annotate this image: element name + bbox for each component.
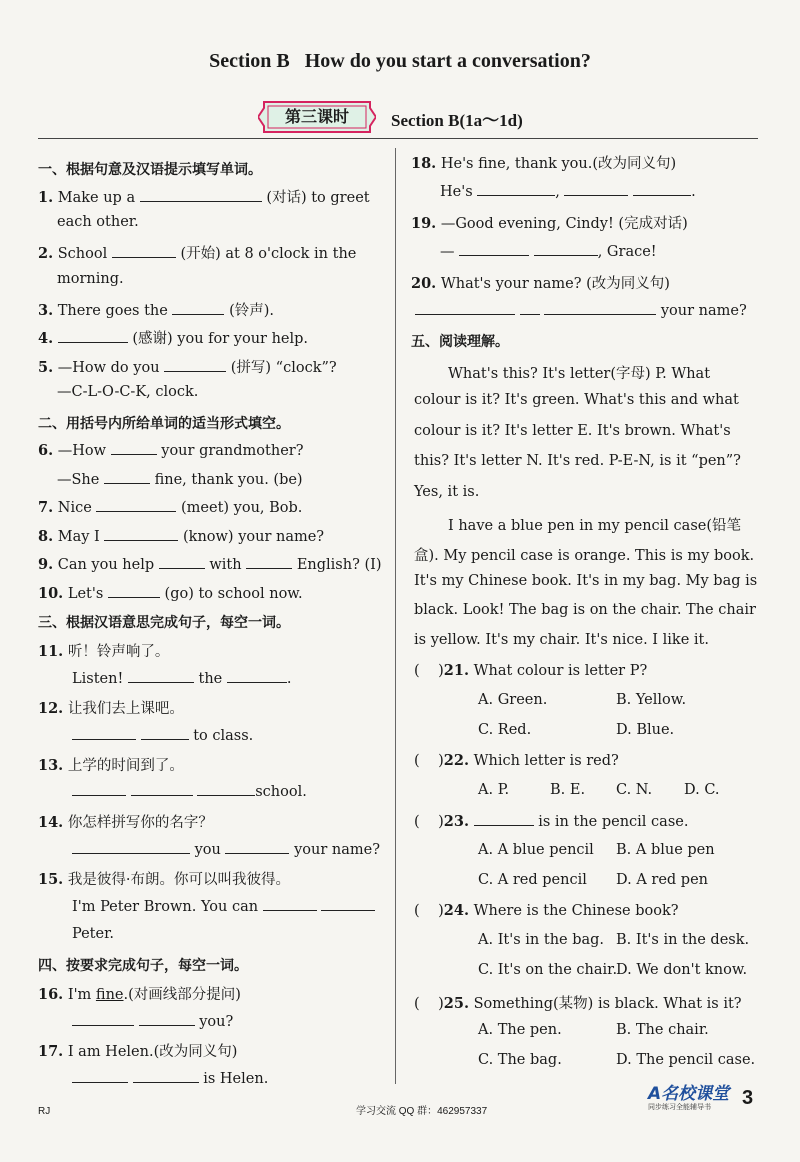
q-text: to class. [193,728,254,744]
answer-blank[interactable] [459,242,529,256]
q-number: 2. [38,245,54,262]
question-16-cont [72,1012,233,1030]
option-a[interactable]: A. P. [478,782,510,798]
question-1 [38,186,370,207]
q-text: (meet) you, Bob. [181,500,303,516]
q-text: —She [57,472,100,488]
question-21 [414,662,647,679]
q-text: you? [199,1014,234,1030]
q-text: 我是彼得·布朗。你可以叫我彼得。 [67,872,290,888]
question-17 [38,1040,237,1061]
passage-line: colour is it? It's letter E. It's brown. What's [414,423,731,439]
answer-blank[interactable] [534,242,598,256]
header-rule [38,138,758,139]
answer-blank[interactable] [131,782,193,796]
option-c[interactable]: C. It's on the chair. [478,962,618,978]
q-text: with [209,557,242,573]
answer-blank[interactable] [139,1012,195,1026]
option-d[interactable]: D. The pencil case. [616,1052,756,1068]
question-22 [414,752,619,769]
question-13-cont [72,782,307,800]
q-number: 21. [443,662,469,679]
question-7 [38,498,302,516]
part2-heading: 二、用括号内所给单词的适当形式填空。 [38,416,290,432]
q-number: 11. [38,643,64,660]
option-a[interactable]: A. The pen. [478,1022,562,1038]
option-b[interactable]: B. The chair. [616,1022,709,1038]
q-text: , Grace! [597,244,657,260]
q-text: (know) your name? [183,529,325,545]
q-number: 23. [443,813,469,830]
q-text: There goes the [57,303,168,319]
q-text: (铃声). [229,303,275,319]
q-text: 你怎样拼写你的名字？ [67,815,213,831]
q-text: — [440,244,455,260]
question-12-cont [72,726,253,744]
q-text: Which letter is red? [473,753,619,769]
question-11 [38,640,169,661]
option-b[interactable]: B. E. [550,782,586,798]
q-text: , [555,184,560,200]
option-c[interactable]: C. N. [616,782,653,798]
answer-blank[interactable] [72,840,190,854]
option-a[interactable]: A. It's in the bag. [478,932,605,948]
option-a[interactable]: A. Green. [478,692,548,708]
q-number: 3. [38,302,54,319]
q-number: 15. [38,871,64,888]
passage-line: is yellow. It's my chair. It's nice. I like it. [414,632,709,648]
edition-mark: RJ [38,1106,51,1117]
q-text: What colour is letter P? [473,663,648,679]
q-number: 20. [411,275,437,292]
passage-line: colour is it? It's green. What's this and what [414,392,739,408]
q-number: 22. [443,752,469,769]
answer-blank[interactable] [227,669,287,683]
q-text: (开始) at 8 o'clock in the [180,246,357,262]
passage-line: black. Look! The bag is on the chair. The chair [414,602,756,618]
question-14-cont [72,840,380,858]
q-text: your name? [294,842,380,858]
section-title: Section B How do you start a conversation? [209,50,591,72]
answer-bracket[interactable]: ( ) [414,903,444,919]
answer-blank[interactable] [133,1069,199,1083]
q-text: (拼写) “clock”? [230,360,337,376]
passage-line: Yes, it is. [414,484,480,500]
q-text: .(对画线部分提问) [123,987,241,1003]
question-14 [38,811,213,832]
lesson-badge [258,100,376,134]
q-text: (对话) to greet [266,190,370,206]
question-10 [38,584,303,602]
q-text: Listen! [72,671,124,687]
question-2-cont: morning. [57,271,124,287]
answer-blank[interactable] [108,584,160,598]
question-6-cont [57,470,303,488]
part5-heading: 五、阅读理解。 [411,334,509,350]
q-text: your name? [660,303,747,319]
answer-blank[interactable] [263,897,317,911]
question-19-cont [440,242,657,260]
answer-blank[interactable] [111,441,157,455]
section-subtitle: Section B(1a～1d) [391,111,523,130]
option-d[interactable]: D. C. [684,782,720,798]
question-16 [38,983,241,1004]
question-18-cont: He's , . [440,184,696,200]
q-text: is Helen. [203,1071,269,1087]
answer-blank[interactable] [633,182,691,196]
q-number: 5. [38,359,54,376]
question-25 [414,992,742,1013]
answer-blank[interactable] [474,812,534,826]
q-text: 听！铃声响了。 [67,644,170,660]
question-2 [38,242,356,263]
answer-blank[interactable] [72,726,136,740]
answer-blank[interactable] [172,301,224,315]
q-text: 让我们去上课吧。 [67,701,184,717]
answer-blank[interactable] [564,182,628,196]
part1-heading: 一、根据句意及汉语提示填写单词。 [38,162,262,178]
part4-heading: 四、按要求完成句子，每空一词。 [38,958,248,974]
q-text: I am Helen.(改为同义句) [67,1044,238,1060]
question-11-cont: Listen! the . [72,671,292,687]
question-5 [38,356,337,377]
q-text: is in the pencil case. [538,814,689,830]
q-text: Something(某物) is black. What is it? [473,996,742,1012]
passage-line: 盒). My pencil case is orange. This is my book. [414,548,755,564]
answer-blank[interactable] [140,188,262,202]
q-text: —How [57,443,107,459]
q-number: 25. [443,995,469,1012]
q-text: (感谢) you for your help. [132,331,309,347]
q-number: 14. [38,814,64,831]
option-c[interactable]: C. Red. [478,722,532,738]
q-text: your grandmother? [161,443,304,459]
answer-blank[interactable] [128,669,194,683]
q-number: 1. [38,189,54,206]
answer-blank[interactable] [112,244,176,258]
q-text: —Good evening, Cindy! (完成对话) [440,216,688,232]
column-divider [395,148,396,1084]
question-15-cont2: Peter. [72,926,115,942]
q-text: fine, thank you. (be) [154,472,303,488]
answer-blank[interactable] [225,840,289,854]
answer-blank[interactable] [72,1012,134,1026]
answer-blank[interactable] [159,555,205,569]
answer-blank[interactable] [72,782,126,796]
q-text: He's [440,184,473,200]
q-number: 24. [443,902,469,919]
underlined-word: fine [95,987,124,1003]
answer-bracket[interactable]: ( ) [414,814,444,830]
question-1-cont: each other. [57,214,139,230]
part3-heading: 三、根据汉语意思完成句子，每空一词。 [38,615,290,631]
answer-blank[interactable] [477,182,555,196]
question-13 [38,754,184,775]
answer-blank[interactable] [104,527,178,541]
q-number: 12. [38,700,64,717]
option-b[interactable]: B. Yellow. [616,692,687,708]
question-15-cont [72,897,375,915]
q-text: Let's [67,586,104,602]
q-text: He's fine, thank you.(改为同义句) [440,156,677,172]
q-text: school. [255,784,307,800]
q-number: 19. [411,215,437,232]
answer-blank[interactable] [104,470,150,484]
page-number: 3 [742,1087,754,1109]
q-text: the [198,671,223,687]
answer-blank[interactable] [321,897,375,911]
question-20-cont [415,301,747,319]
q-text: Nice [57,500,92,516]
question-3 [38,299,274,320]
q-number: 13. [38,757,64,774]
answer-blank[interactable] [58,329,128,343]
answer-blank[interactable] [72,1069,128,1083]
option-b[interactable]: B. A blue pen [616,842,715,858]
q-text: —How do you [57,360,160,376]
qq-group-note: 学习交流 QQ 群：462957337 [356,1106,488,1117]
publisher-logo [648,1085,729,1112]
q-number: 7. [38,499,54,516]
answer-blank[interactable] [520,301,540,315]
question-23 [414,812,688,830]
answer-blank[interactable] [96,498,176,512]
question-12 [38,697,184,718]
answer-bracket[interactable]: ( ) [414,996,444,1012]
q-text: English? (I) [296,557,382,573]
logo-text: A名校课堂 [648,1084,730,1104]
answer-blank[interactable] [164,358,226,372]
option-c[interactable]: C. The bag. [478,1052,562,1068]
option-b[interactable]: B. It's in the desk. [616,932,750,948]
q-text: What's your name? (改为同义句) [440,276,670,292]
question-15 [38,868,290,889]
q-text: I'm Peter Brown. You can [72,899,259,915]
q-number: 6. [38,442,54,459]
passage-line: this? It's letter N. It's red. P-E-N, is it “pen”? [414,453,741,469]
question-8 [38,527,324,545]
badge-label: 第三课时 [284,107,349,126]
passage-line: It's my Chinese book. It's in my bag. My bag is [414,573,758,589]
passage-line: I have a blue pen in my pencil case(铅笔 [448,518,742,534]
option-d[interactable]: D. Blue. [616,722,675,738]
passage-line: What's this? It's letter(字母) P. What [448,366,711,382]
q-number: 18. [411,155,437,172]
q-text: Make up a [57,190,136,206]
question-18 [411,152,676,173]
q-number: 17. [38,1043,64,1060]
question-19 [411,212,688,233]
option-c[interactable]: C. A red pencil [478,872,587,888]
answer-blank[interactable] [415,301,515,315]
question-20 [411,272,670,293]
q-number: 4. [38,330,54,347]
question-24 [414,902,679,919]
q-text: you [194,842,221,858]
q-text: I'm [67,987,92,1003]
q-text: 上学的时间到了。 [67,758,184,774]
option-d[interactable]: D. A red pen [616,872,709,888]
q-text: School [57,246,108,262]
answer-blank[interactable] [246,555,292,569]
question-4 [38,327,308,348]
question-17-cont [72,1069,268,1087]
question-9 [38,555,382,573]
option-d[interactable]: D. We don't know. [616,962,748,978]
logo-subtext: 同步练习全能辅导书 [648,1103,711,1111]
q-number: 8. [38,528,54,545]
answer-blank[interactable] [141,726,189,740]
answer-blank[interactable] [544,301,656,315]
q-number: 9. [38,556,54,573]
q-number: 10. [38,585,64,602]
question-6 [38,441,303,459]
question-5-cont: —C-L-O-C-K, clock. [57,384,199,400]
answer-bracket[interactable]: ( ) [414,663,444,679]
q-text: (go) to school now. [164,586,303,602]
q-text: May I [57,529,100,545]
q-text: Where is the Chinese book? [473,903,679,919]
q-number: 16. [38,986,64,1003]
q-text: Can you help [57,557,155,573]
option-a[interactable]: A. A blue pencil [478,842,594,858]
answer-blank[interactable] [197,782,255,796]
answer-bracket[interactable]: ( ) [414,753,444,769]
